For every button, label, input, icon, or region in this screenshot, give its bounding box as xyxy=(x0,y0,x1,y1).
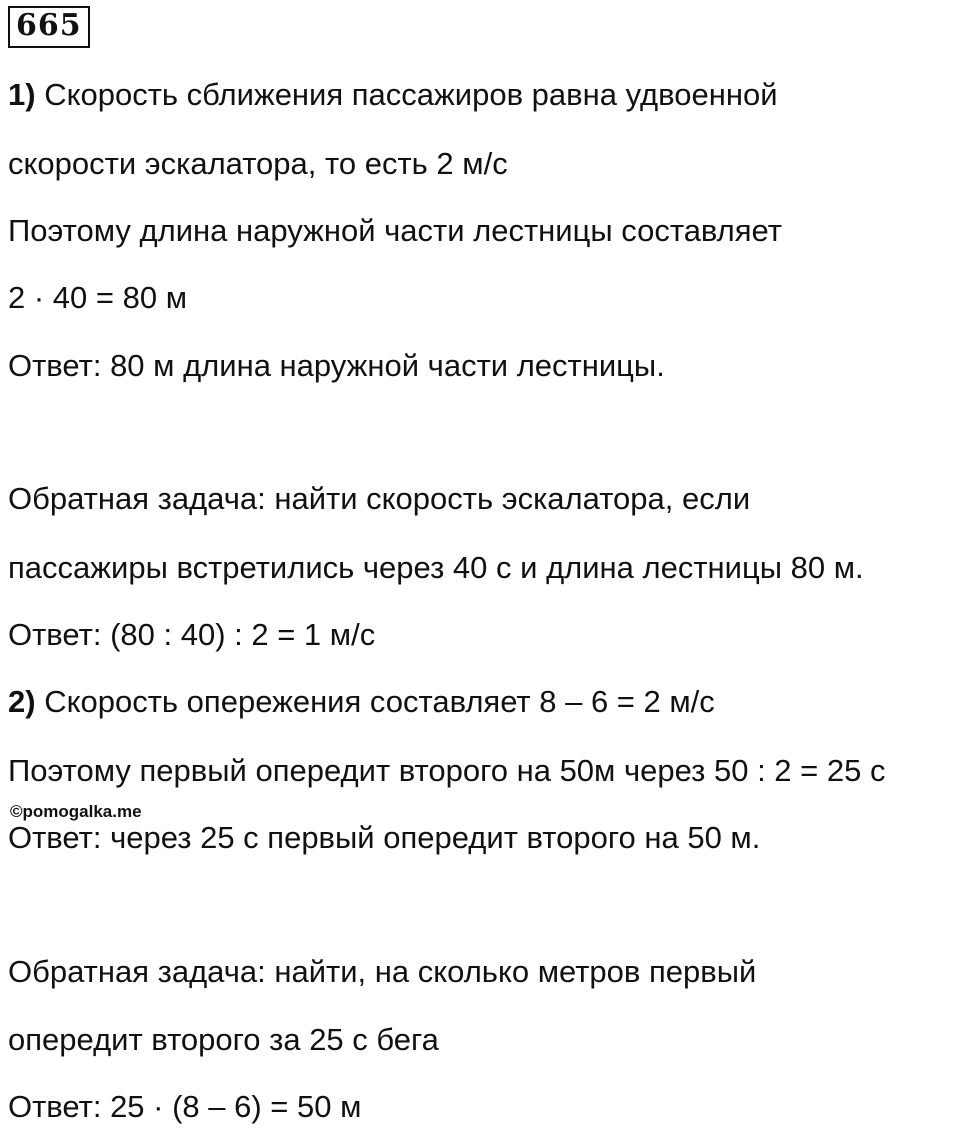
part1-line1 xyxy=(8,75,778,115)
part2-label: 2) xyxy=(8,684,36,719)
problem-number-box xyxy=(8,6,90,48)
part1-line2: скорости эскалатора, то есть 2 м/с xyxy=(8,146,508,181)
part1-label: 1) xyxy=(8,77,36,112)
part2-line1-text: Скорость опережения составляет 8 – 6 = 2 м/с xyxy=(44,684,715,719)
part1-inverse-line2: пассажиры встретились через 40 с и длина лестницы 80 м. xyxy=(8,550,864,585)
part1-calculation: 2 · 40 = 80 м xyxy=(8,280,188,315)
part1-line1-text: Скорость сближения пассажиров равна удвоенной xyxy=(44,77,778,112)
part1-line3: Поэтому длина наружной части лестницы составляет xyxy=(8,213,782,248)
part2-line1 xyxy=(8,682,715,722)
part2-answer: Ответ: через 25 с первый опередит второго на 50 м. xyxy=(8,820,761,855)
part1-inverse-answer: Ответ: (80 : 40) : 2 = 1 м/с xyxy=(8,617,376,652)
part2-line2: Поэтому первый опередит второго на 50м через 50 : 2 = 25 с xyxy=(8,753,886,788)
part1-answer: Ответ: 80 м длина наружной части лестницы. xyxy=(8,348,665,383)
part1-inverse-line1: Обратная задача: найти скорость эскалатора, если xyxy=(8,481,751,516)
part2-inverse-answer: Ответ: 25 · (8 – 6) = 50 м xyxy=(8,1089,362,1124)
watermark: ©pomogalka.me xyxy=(10,802,142,821)
part2-inverse-line2: опередит второго за 25 с бега xyxy=(8,1022,439,1057)
problem-number: 665 xyxy=(16,8,82,43)
part2-inverse-line1: Обратная задача: найти, на сколько метров первый xyxy=(8,954,757,989)
